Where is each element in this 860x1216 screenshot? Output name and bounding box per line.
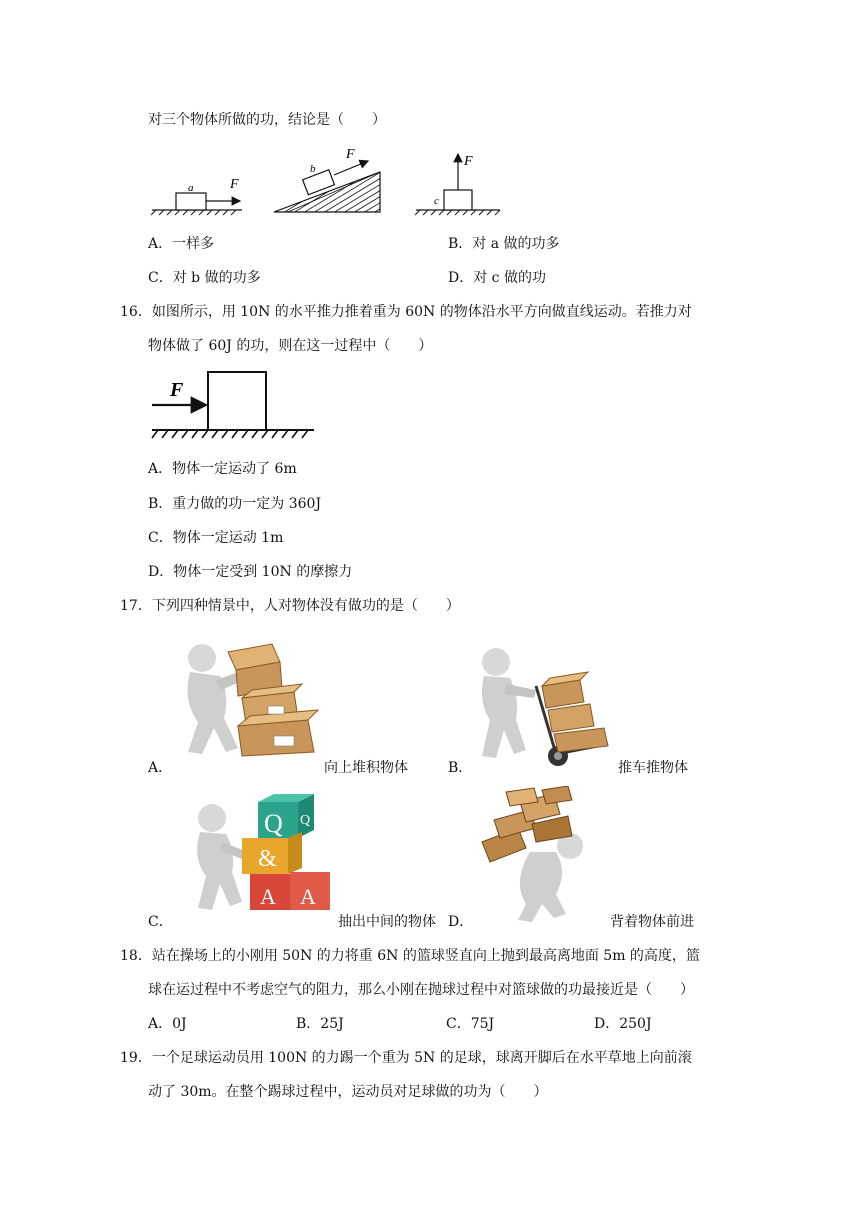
cube-bottom-left-letter: A [260, 884, 276, 909]
q15-force-diagrams [148, 146, 508, 218]
cube-top-letter: Q [264, 809, 283, 838]
q17-stem: 17．下列四种情景中，人对物体没有做功的是（ ） [120, 598, 460, 614]
q18-option-a: A．0J [148, 1016, 187, 1032]
q15-option-a: A．一样多 [148, 236, 215, 252]
label-a: a [188, 182, 194, 194]
q15-option-d: D．对 c 做的功 [448, 270, 546, 286]
force-label-a: F [230, 177, 239, 192]
q17-option-c-letter: C． [148, 914, 173, 930]
label-c: c [434, 195, 439, 207]
q16-force-label: F [170, 379, 184, 401]
q16-option-c: C．物体一定运动 1m [148, 530, 284, 546]
q17-option-b-caption: 推车推物体 [618, 760, 688, 776]
q16-stem-line1: 16．如图所示，用 10N 的水平推力推着重为 60N 的物体沿水平方向做直线运动。若推力对 [120, 304, 692, 320]
q16-option-b: B．重力做的功一定为 360J [148, 496, 322, 512]
q16-push-diagram [148, 366, 316, 450]
q16-stem-line2: 物体做了 60J 的功，则在这一过程中（ ） [148, 338, 433, 354]
q15-stem-tail: 对三个物体所做的功，结论是（ ） [148, 112, 386, 128]
q17-option-b-letter: B． [448, 760, 473, 776]
q17-option-c-caption: 抽出中间的物体 [338, 914, 436, 930]
q17-picture-a-stacking-boxes [176, 640, 326, 758]
label-b: b [310, 163, 316, 175]
q16-option-a: A．物体一定运动了 6m [148, 461, 297, 477]
cube-middle-letter: & [258, 846, 277, 872]
q17-picture-b-hand-truck [472, 646, 622, 772]
q18-stem-line2: 球在运过程中不考虑空气的阻力，那么小刚在抛球过程中对篮球做的功最接近是（ ） [148, 982, 694, 998]
q19-stem-line2: 动了 30m。在整个踢球过程中，运动员对足球做的功为（ ） [148, 1084, 548, 1100]
q17-option-d-letter: D． [448, 914, 474, 930]
q18-option-d: D．250J [594, 1016, 652, 1032]
q19-stem-line1: 19．一个足球运动员用 100N 的力踢一个重为 5N 的足球，球离开脚后在水平草地上向前滚 [120, 1050, 692, 1066]
q18-option-c: C．75J [446, 1016, 495, 1032]
q18-stem-line1: 18．站在操场上的小刚用 50N 的力将重 6N 的篮球竖直向上抛到最高离地面 5m 的高度，篮 [120, 948, 700, 964]
q16-option-d: D．物体一定受到 10N 的摩擦力 [148, 564, 353, 580]
q15-option-c: C．对 b 做的功多 [148, 270, 261, 286]
q18-option-b: B．25J [296, 1016, 344, 1032]
q15-option-b: B．对 a 做的功多 [448, 236, 560, 252]
force-label-c: F [464, 154, 473, 169]
q17-option-a-letter: A． [148, 760, 173, 776]
q17-option-d-caption: 背着物体前进 [610, 914, 694, 930]
cube-bottom-right-letter: A [300, 884, 316, 909]
q17-picture-d-carrying-boxes [472, 786, 612, 924]
q17-picture-c-letter-cubes [184, 792, 334, 912]
diagram-a [151, 177, 242, 215]
diagram-b [274, 147, 454, 216]
diagram-c [415, 154, 500, 215]
q17-option-a-caption: 向上堆积物体 [324, 760, 408, 776]
force-label-b: F [346, 147, 355, 162]
cube-top-side-letter: Q [300, 813, 311, 828]
